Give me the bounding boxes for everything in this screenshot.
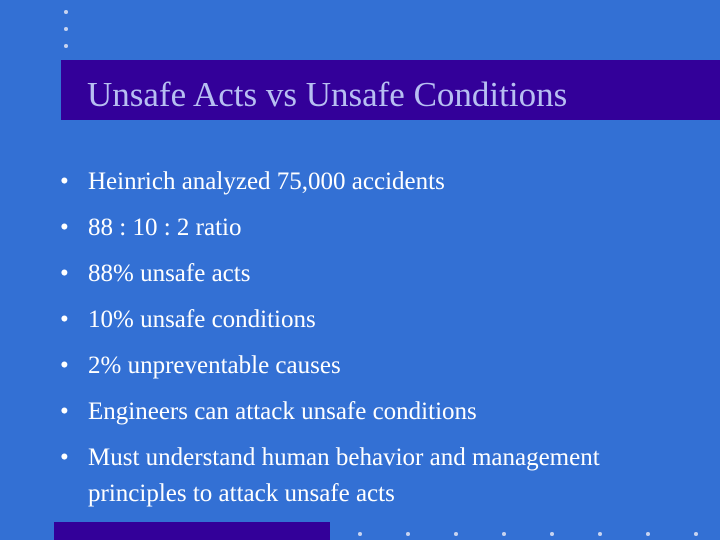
bullet-mark: •: [60, 444, 69, 471]
bullet-text: Heinrich analyzed 75,000 accidents: [88, 168, 445, 195]
bullet-text: 88% unsafe acts: [88, 260, 251, 287]
decor-dot: [550, 532, 554, 536]
bullet-item: [58, 348, 698, 384]
slide-title: Unsafe Acts vs Unsafe Conditions: [87, 75, 568, 114]
decor-dot: [406, 532, 410, 536]
bullet-mark: •: [60, 306, 69, 333]
bullet-item: [58, 210, 698, 246]
bullet-item: [58, 256, 698, 292]
bullet-mark: •: [60, 168, 69, 195]
decor-dot: [598, 532, 602, 536]
decor-dot: [64, 27, 68, 31]
bullet-text: 10% unsafe conditions: [88, 306, 316, 333]
bullet-item: [58, 164, 698, 200]
decor-dot: [694, 532, 698, 536]
decor-dot: [454, 532, 458, 536]
bullet-text: Engineers can attack unsafe conditions: [88, 398, 477, 425]
decor-dot: [646, 532, 650, 536]
decor-dot: [358, 532, 362, 536]
decor-dot: [64, 10, 68, 14]
bottom-bar: [54, 522, 330, 540]
bullet-item: [58, 440, 698, 512]
bullet-mark: •: [60, 398, 69, 425]
bullet-item: [58, 302, 698, 338]
bullet-mark: •: [60, 352, 69, 379]
bullet-text: Must understand human behavior and management principles to attack unsafe acts: [88, 444, 600, 507]
bullet-mark: •: [60, 260, 69, 287]
bullet-text: 2% unpreventable causes: [88, 352, 341, 379]
decor-dot: [502, 532, 506, 536]
bullet-item: [58, 394, 698, 430]
bullet-text: 88 : 10 : 2 ratio: [88, 214, 242, 241]
bullet-mark: •: [60, 214, 69, 241]
decor-dot: [64, 44, 68, 48]
bullet-list: [58, 164, 698, 522]
